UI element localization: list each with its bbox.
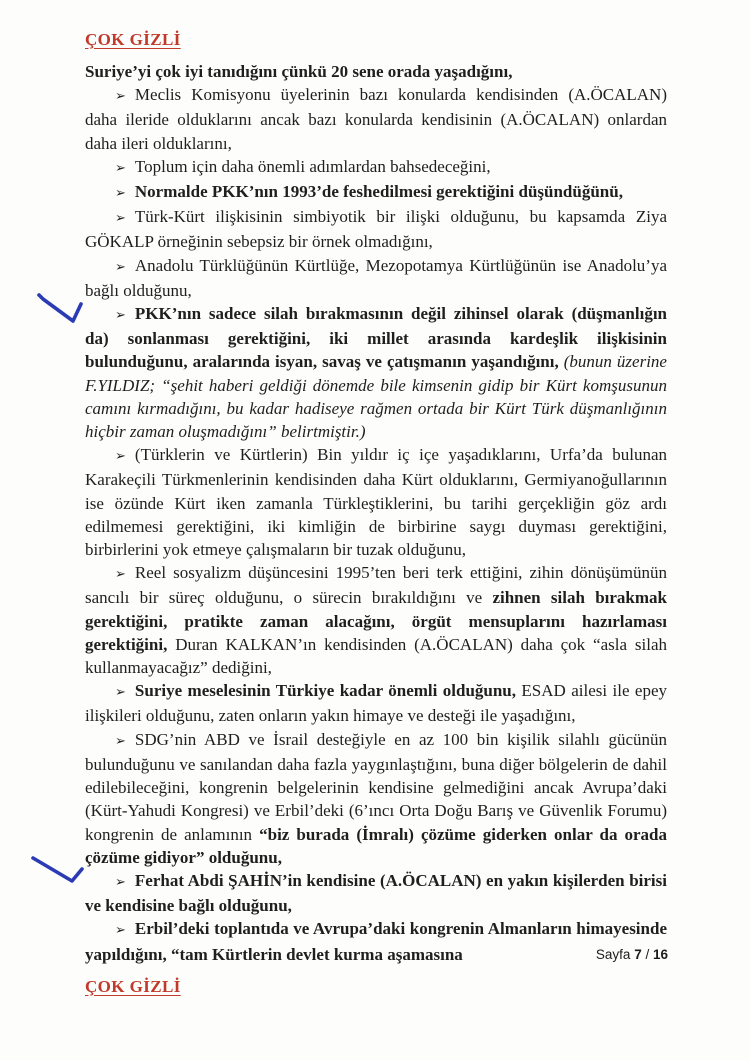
- bullet-arrow-icon: ➢: [115, 874, 126, 890]
- bullet-arrow-icon: ➢: [115, 923, 126, 939]
- bullet-arrow-icon: ➢: [115, 89, 126, 105]
- document-paragraph: [85, 917, 667, 965]
- page-number-run: 7: [634, 947, 642, 962]
- page-number-run: /: [641, 947, 653, 962]
- page-number-run: 16: [652, 947, 668, 962]
- page-number-run: Sayfa: [595, 947, 635, 962]
- page-footer: [596, 947, 668, 962]
- document-paragraph: [85, 561, 667, 679]
- text-run: ESAD ailesi ile epey ilişkileri olduğunu, zaten onların yakın himaye ve desteği ile yaşadığını,: [85, 681, 667, 726]
- document-paragraph: [85, 679, 667, 727]
- bullet-arrow-icon: ➢: [115, 567, 126, 583]
- document-paragraph: [85, 728, 667, 869]
- document-body: [85, 60, 667, 966]
- bullet-arrow-icon: ➢: [115, 211, 126, 227]
- text-run: PKK’nın sadece silah bırakmasının değil zihinsel olarak (düşmanlığın da) sonlanması gerektiğini, iki millet arasında kardeşlik ilişkisinin bulunduğunu, aralarında isyan, savaş ve çatışmanın yaşandığını,: [85, 304, 667, 372]
- document-paragraph: [85, 302, 667, 443]
- text-run: “biz burada (İmralı) çözüme giderken onlar da orada çözüme gidiyor” olduğunu,: [85, 824, 667, 867]
- text-run: Meclis Komisyonu üyelerinin bazı konularda kendisinden (A.ÖCALAN) daha ileride olduklarını ancak bazı konularda kendisinin (A.ÖCALAN) onlardan daha ileri olduklarını,: [85, 85, 667, 153]
- text-run: (bunun üzerine F.YILDIZ; “şehit haberi geldiği dönemde bile kimsenin gidip bir Kürt komşusunun camını kırmadığını, bu kadar hadiseye rağmen ortada bir Kürt Türk düşmanlığının hiçbir zaman oluşmadığını” belirtmiştir.): [85, 352, 667, 442]
- bullet-arrow-icon: ➢: [115, 308, 126, 324]
- text-run: zihnen silah bırakmak gerektiğini, pratikte zaman alacağını, örgüt mensuplarını hazırlaması gerektiğini,: [85, 588, 667, 654]
- text-run: Erbil’deki toplantıda ve Avrupa’daki kongrenin Almanların himayesinde yapıldığını, “tam Kürtlerin devlet kurma aşamasına: [85, 919, 667, 964]
- document-paragraph: [85, 83, 667, 155]
- classification-marking-bottom: [85, 977, 181, 997]
- bullet-arrow-icon: ➢: [115, 259, 126, 275]
- page-number: [596, 947, 668, 962]
- text-run: Toplum için daha önemli adımlardan bahsedeceğini,: [134, 156, 491, 176]
- document-paragraph: [85, 205, 667, 253]
- handwritten-checkmark-2: [20, 848, 90, 904]
- text-run: Türk-Kürt ilişkisinin simbiyotik bir ilişki olduğunu, bu kapsamda Ziya GÖKALP örneğinin sebepsiz bir örnek olmadığını,: [85, 207, 667, 252]
- document-paragraph: [85, 155, 667, 180]
- bullet-arrow-icon: ➢: [115, 186, 126, 202]
- bullet-arrow-icon: ➢: [115, 160, 126, 176]
- text-run: Reel sosyalizm düşüncesini 1995’ten beri terk ettiğini, zihin dönüşümünün sancılı bir süreç olduğunu, o sürecin bırakıldığını ve: [85, 563, 667, 608]
- text-run: Duran KALKAN’ın kendisinden (A.ÖCALAN) daha çok “asla silah kullanmayacağız” dediğini,: [85, 634, 667, 678]
- text-run: SDG’nin ABD ve İsrail desteğiyle en az 100 bin kişilik silahlı gücünün bulunduğunu ve sanılandan daha fazla yaygınlaştığını, buna diğer bölgelerin de dahil edilebileceğini, kongrenin belgelerinin kendisine gelmediğini ancak Avrupa’daki (Kürt-Yahudi Kongresi) ve Erbil’deki (6’ıncı Orta Doğu Barış ve Güvenlik Forumu) kongrenin de anlamının: [85, 729, 667, 844]
- document-paragraph: [85, 869, 667, 917]
- text-run: Suriye’yi çok iyi tanıdığını çünkü 20 sene orada yaşadığını,: [85, 62, 513, 81]
- text-run: Normalde PKK’nın 1993’de feshedilmesi gerektiğini düşündüğünü,: [134, 182, 623, 202]
- document-paragraph: [85, 254, 667, 302]
- document-paragraph: [85, 443, 667, 561]
- classification-text: ÇOK GİZLİ: [85, 30, 181, 49]
- classification-text: ÇOK GİZLİ: [85, 977, 181, 996]
- text-run: Suriye meselesinin Türkiye kadar önemli olduğunu,: [134, 681, 517, 701]
- text-run: (Türklerin ve Kürtlerin) Bin yıldır iç içe yaşadıklarını, Urfa’da bulunan Karakeçili Türkmenlerinin kendisinden daha Kürt olduklarını, Germiyanoğullarının ise özünde Kürt iken zamanla Türkleştiklerini, bu tarihi gerçekliğin göz ardı edilmemesi gerektiğini, iki kimliğin de birbirine saygı duyması gerektiğini, birbirlerini yok etmeye çalışmaların bir tuzak olduğunu,: [85, 445, 667, 560]
- text-run: Anadolu Türklüğünün Kürtlüğe, Mezopotamya Kürtlüğünün ise Anadolu’ya bağlı olduğunu,: [85, 255, 667, 300]
- bullet-arrow-icon: ➢: [115, 685, 126, 701]
- document-heading: [85, 60, 667, 83]
- bullet-arrow-icon: ➢: [115, 733, 126, 749]
- bullet-arrow-icon: ➢: [115, 449, 126, 465]
- text-run: Ferhat Abdi ŞAHİN’in kendisine (A.ÖCALAN) en yakın kişilerden birisi ve kendisine bağlı olduğunu,: [85, 870, 667, 916]
- document-paragraph: [85, 180, 667, 205]
- classification-marking-top: [85, 30, 181, 50]
